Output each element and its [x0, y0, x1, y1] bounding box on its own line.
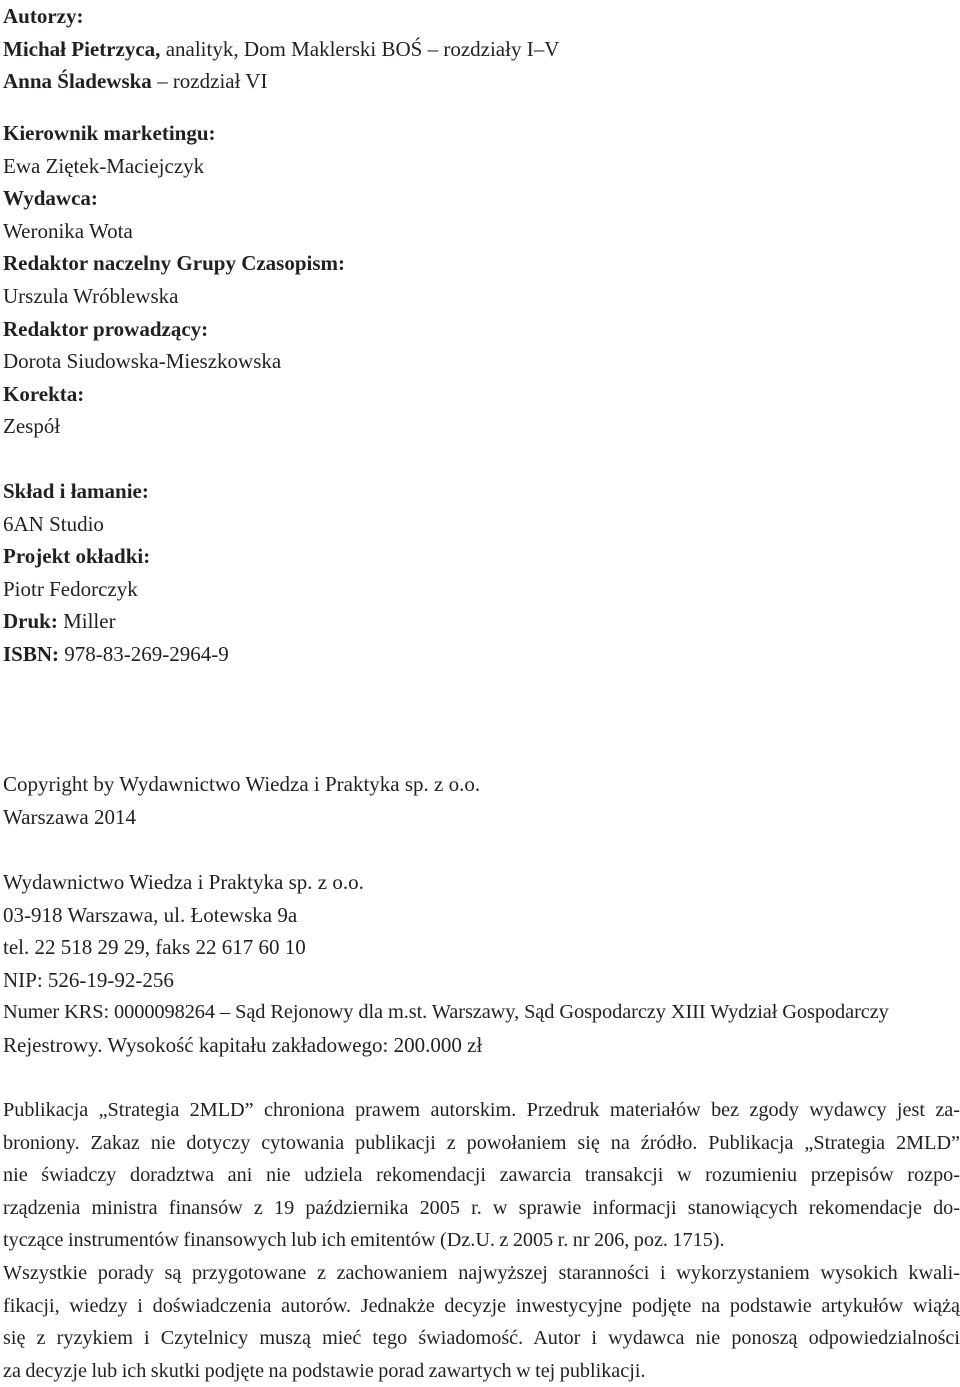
legal-line-7: fikacji, wiedzy i doświadczenia autorów. Jednakże decyzje inwestycyjne podjęte na podstawie artykułów wiążą — [3, 1294, 960, 1317]
legal-line-8: się z ryzykiem i Czytelnicy muszą mieć tego świadomość. Autor i wydawca nie ponoszą odpowiedzialności — [3, 1327, 960, 1350]
legal-line-5: tyczące instrumentów finansowych lub ich emitentów (Dz.U. z 2005 r. nr 206, poz. 1715). — [3, 1229, 725, 1252]
layout-value: 6AN Studio — [3, 511, 104, 536]
cover-value: Piotr Fedorczyk — [3, 576, 138, 601]
cover-label: Projekt okładki: — [3, 544, 151, 569]
legal-notice — [3, 1094, 960, 1387]
staff-label-marketing: Kierownik marketingu: — [3, 121, 216, 145]
staff-value-proofreading: Zespół — [3, 414, 61, 439]
production-section — [3, 475, 960, 671]
staff-label-editor-in-chief: Redaktor naczelny Grupy Czasopism: — [3, 251, 346, 276]
legal-line-3: nie świadczy doradztwa ani nie udziela rekomendacji zawarcia transakcji w rozumieniu przepisów rozpo- — [3, 1164, 960, 1187]
copyright-city-year: Warszawa 2014 — [3, 804, 137, 829]
isbn-line — [3, 638, 960, 671]
publisher-address: 03-918 Warszawa, ul. Łotewska 9a — [3, 902, 298, 927]
author-2 — [3, 65, 960, 98]
print-line — [3, 605, 960, 638]
print-value: Miller — [57, 609, 116, 634]
isbn-value: 978-83-269-2964-9 — [59, 641, 229, 666]
legal-line-6: Wszystkie porady są przygotowane z zachowaniem najwyższej staranności i wykorzystaniem wysokich kwali- — [3, 1261, 960, 1284]
staff-section — [3, 117, 960, 443]
author-2-role: – rozdział VI — [151, 69, 268, 94]
staff-label-proofreading: Korekta: — [3, 381, 85, 406]
legal-line-4: rządzenia ministra finansów z 19 października 2005 r. w sprawie informacji stanowiących rekomendacje do- — [3, 1196, 960, 1219]
copyright-section — [3, 768, 960, 833]
author-1 — [3, 33, 960, 66]
publisher-krs-line2: Rejestrowy. Wysokość kapitału zakładowego: 200.000 zł — [3, 1032, 483, 1057]
staff-value-managing-editor: Dorota Siudowska-Mieszkowska — [3, 349, 282, 374]
publisher-section — [3, 866, 960, 1062]
print-label: Druk: — [3, 609, 58, 634]
staff-value-publisher: Weronika Wota — [3, 218, 133, 243]
staff-value-editor-in-chief: Urszula Wróblewska — [3, 283, 179, 308]
layout-label: Skład i łamanie: — [3, 479, 149, 503]
isbn-label: ISBN: — [3, 641, 60, 666]
author-2-name: Anna Śladewska — [3, 69, 152, 94]
author-1-role: analityk, Dom Maklerski BOŚ – rozdziały I–V — [160, 36, 560, 61]
authors-heading: Autorzy: — [3, 4, 84, 28]
legal-line-1: Publikacja „Strategia 2MLD” chroniona prawem autorskim. Przedruk materiałów bez zgody wydawcy jest za- — [3, 1099, 960, 1121]
staff-value-marketing: Ewa Ziętek-Maciejczyk — [3, 153, 205, 178]
staff-label-publisher: Wydawca: — [3, 186, 98, 211]
publisher-nip: NIP: 526-19-92-256 — [3, 967, 174, 992]
staff-label-managing-editor: Redaktor prowadzący: — [3, 316, 209, 341]
copyright-line: Copyright by Wydawnictwo Wiedza i Praktyka sp. z o.o. — [3, 772, 481, 796]
authors-section — [3, 0, 960, 98]
publisher-krs-line1: Numer KRS: 0000098264 – Sąd Rejonowy dla m.st. Warszawy, Sąd Gospodarczy XIII Wydział Gospodarczy — [3, 1001, 889, 1024]
publisher-phone: tel. 22 518 29 29, faks 22 617 60 10 — [3, 935, 306, 960]
legal-line-2: broniony. Zakaz nie dotyczy cytowania publikacji z powołaniem się na źródło. Publikacja „Strategia 2MLD” — [3, 1131, 960, 1154]
author-1-name: Michał Pietrzyca, — [3, 36, 161, 61]
publisher-name: Wydawnictwo Wiedza i Praktyka sp. z o.o. — [3, 870, 364, 894]
legal-line-9: za decyzje lub ich skutki podjęte na podstawie porad zawartych w tej publikacji. — [3, 1359, 646, 1382]
